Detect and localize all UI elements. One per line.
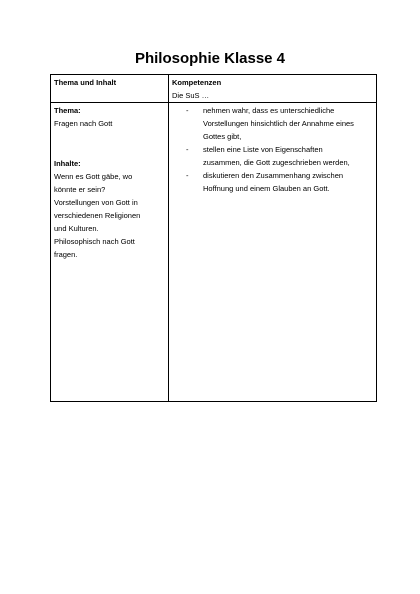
inhalte-line: Wenn es Gott gäbe, wo: [54, 172, 133, 181]
inhalte-line: fragen.: [54, 250, 78, 259]
inhalte-line: Vorstellungen von Gott in: [54, 198, 138, 207]
competency-line: zusammen, die Gott zugeschrieben werden,: [203, 158, 350, 167]
competency-line: diskutieren den Zusammenhang zwischen: [203, 171, 344, 180]
topic-content-cell: [51, 103, 169, 402]
competency-line: nehmen wahr, dass es unterschiedliche: [203, 106, 335, 115]
header-cell-topic: [51, 75, 169, 103]
header-topic-label: Thema und Inhalt: [54, 78, 117, 87]
page-title: Philosophie Klasse 4: [134, 50, 286, 67]
inhalte-line: Philosophisch nach Gott: [54, 237, 135, 246]
inhalte-label: Inhalte:: [54, 159, 81, 168]
competencies-content-cell: [169, 103, 377, 402]
thema-line: Fragen nach Gott: [54, 119, 113, 128]
competency-item: [172, 143, 373, 169]
inhalte-line: und Kulturen.: [54, 224, 99, 233]
table-body-row: [51, 103, 377, 402]
competency-line: Hoffnung und einem Glauben an Gott.: [203, 184, 330, 193]
bullet-dash: -: [186, 106, 189, 115]
inhalte-line: verschiedenen Religionen: [54, 211, 141, 220]
thema-text: [54, 117, 165, 130]
competency-item: [172, 104, 373, 143]
bullet-dash: -: [186, 171, 189, 180]
inhalte-text: [54, 170, 165, 261]
section-spacer: [54, 130, 165, 156]
table-header-row: [51, 75, 377, 103]
thema-label: Thema:: [54, 106, 81, 115]
header-competencies-sub: Die SuS …: [172, 91, 210, 100]
bullet-dash: -: [186, 145, 189, 154]
competency-list: [172, 104, 373, 195]
competency-line: Gottes gibt,: [203, 132, 242, 141]
inhalte-line: könnte er sein?: [54, 185, 106, 194]
curriculum-table: [50, 74, 377, 402]
competency-line: stellen eine Liste von Eigenschaften: [203, 145, 323, 154]
header-cell-competencies: [169, 75, 377, 103]
competency-line: Vorstellungen hinsichtlich der Annahme eines: [203, 119, 354, 128]
competency-item: [172, 169, 373, 195]
header-competencies-label: Kompetenzen: [172, 78, 222, 87]
